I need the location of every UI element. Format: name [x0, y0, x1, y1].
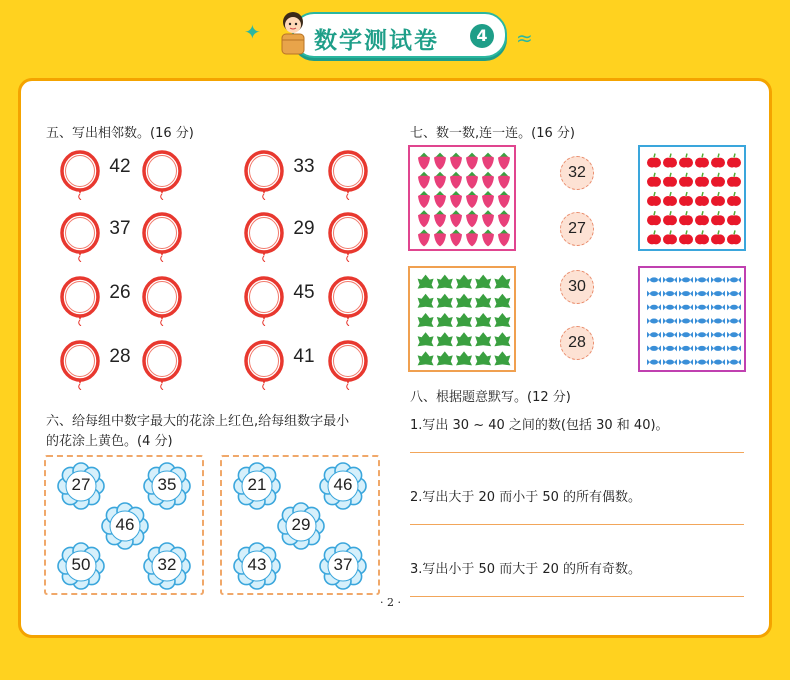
middle-number: 33 — [293, 156, 315, 177]
candy-grid — [646, 273, 742, 369]
middle-number: 26 — [109, 282, 131, 303]
section8-title: 八、根据题意默写。(12 分) — [410, 390, 571, 405]
apple-box[interactable] — [638, 145, 746, 251]
middle-number: 37 — [109, 218, 131, 239]
balloon-right-blank[interactable] — [140, 276, 184, 326]
flower-number: 50 — [71, 555, 91, 574]
balloon-right-blank[interactable] — [140, 340, 184, 390]
sparkle-icon: ✦ — [244, 20, 261, 44]
bottom-strip — [0, 650, 790, 680]
balloon-left-blank[interactable] — [242, 150, 286, 200]
flower[interactable] — [56, 541, 106, 591]
balloon-left-blank[interactable] — [58, 340, 102, 390]
question-3: 3.写出小于 50 而大于 20 的所有奇数。 — [410, 562, 642, 577]
leaf-box[interactable] — [408, 266, 516, 372]
page-title: 数学测试卷 — [314, 28, 439, 54]
page-number: · 2 · — [380, 596, 401, 609]
balloon-right-blank[interactable] — [140, 150, 184, 200]
flower-number: 46 — [333, 475, 353, 494]
flower[interactable] — [318, 541, 368, 591]
middle-number: 29 — [293, 218, 315, 239]
section6-title-line1: 六、给每组中数字最大的花涂上红色,给每组数字最小 — [46, 414, 350, 429]
count-circle-1[interactable]: 32 — [560, 156, 594, 190]
balloon-left-blank[interactable] — [58, 212, 102, 262]
middle-number: 28 — [109, 346, 131, 367]
leaf-grid — [416, 273, 512, 369]
balloon-left-blank[interactable] — [242, 212, 286, 262]
count-circle-2[interactable]: 27 — [560, 212, 594, 246]
title-banner — [292, 12, 507, 58]
middle-number: 42 — [109, 156, 131, 177]
question-2: 2.写出大于 20 而小于 50 的所有偶数。 — [410, 490, 642, 505]
count-circle-3[interactable]: 30 — [560, 270, 594, 304]
middle-number: 41 — [293, 346, 315, 367]
question-1: 1.写出 30 ~ 40 之间的数(包括 30 和 40)。 — [410, 418, 669, 433]
balloon-right-blank[interactable] — [326, 150, 370, 200]
balloon-right-blank[interactable] — [326, 212, 370, 262]
flower-number: 29 — [291, 515, 311, 534]
section5-title: 五、写出相邻数。(16 分) — [46, 126, 194, 141]
balloon-left-blank[interactable] — [58, 150, 102, 200]
flower[interactable] — [232, 541, 282, 591]
test-number-badge: 4 — [470, 24, 494, 48]
candy-box[interactable] — [638, 266, 746, 372]
flower-number: 43 — [247, 555, 267, 574]
strawberry-box[interactable] — [408, 145, 516, 251]
balloon-right-blank[interactable] — [140, 212, 184, 262]
section7-title: 七、数一数,连一连。(16 分) — [410, 126, 575, 141]
balloon-left-blank[interactable] — [242, 340, 286, 390]
kid-icon — [276, 10, 310, 56]
answer-line-2[interactable] — [410, 524, 744, 525]
answer-line-1[interactable] — [410, 452, 744, 453]
flower-number: 37 — [333, 555, 353, 574]
strawberry-grid — [416, 152, 512, 248]
balloon-right-blank[interactable] — [326, 276, 370, 326]
flower-group-2 — [220, 455, 380, 595]
leaf-deco-icon: ≈ — [516, 26, 533, 50]
middle-number: 45 — [293, 282, 315, 303]
section6-title-line2: 的花涂上黄色。(4 分) — [46, 434, 173, 449]
flower-number: 21 — [247, 475, 267, 494]
flower-number: 27 — [71, 475, 91, 494]
balloon-right-blank[interactable] — [326, 340, 370, 390]
flower[interactable] — [56, 461, 106, 511]
flower[interactable] — [232, 461, 282, 511]
count-circle-4[interactable]: 28 — [560, 326, 594, 360]
flower-number: 32 — [157, 555, 177, 574]
flower-number: 46 — [115, 515, 135, 534]
apple-grid — [646, 152, 742, 248]
balloon-left-blank[interactable] — [58, 276, 102, 326]
flower[interactable] — [142, 541, 192, 591]
answer-line-3[interactable] — [410, 596, 744, 597]
flower-number: 35 — [157, 475, 177, 494]
balloon-left-blank[interactable] — [242, 276, 286, 326]
flower-group-1 — [44, 455, 204, 595]
